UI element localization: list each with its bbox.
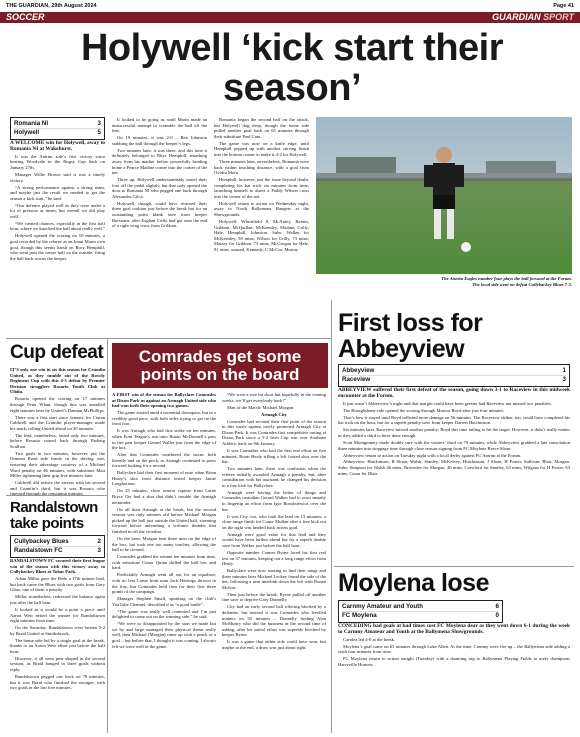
section-label-soccer: SOCCER: [6, 12, 45, 22]
article-paragraph: It looked as it would be a point a piece until Aaron Weir netted the winner for Randalstown eight minutes from time.: [10, 606, 105, 624]
divider: [334, 566, 574, 567]
main-article-col-2: [112, 117, 207, 335]
article-paragraph: A WELCOME win for Holywell, away to Romania NI at Wakehurst.: [10, 140, 105, 153]
article-paragraph: On all their Armagh at the break, but the second session was only minutes old before Michael Morgan picked up the ball just outside the United half, storming forward before unleashing a volcanic thunder that finished in off the crossbar.: [112, 506, 216, 534]
logo-guardian: GUARDIAN: [492, 12, 541, 22]
article-paragraph: “The game was really well contested and I’m just delighted to come out on the winning side,” he said.: [112, 608, 216, 620]
article-paragraph: That’s how it stayed until Boyd inflicted more damage on 56 minutes. The Raceview striker, too, could have completed his hat trick on the hour, but for a superb penalty save from keeper Darren Hutchinson.: [338, 414, 570, 426]
photo-illustration: [316, 117, 572, 274]
article-paragraph: Predictably Armagh went all out for an equaliser, with no less Larne front man Jack Hastings thrown in the fray, but Comrades held firm for their first three points of the campaign.: [112, 572, 216, 595]
guardian-sport-logo: [492, 12, 574, 23]
article-paragraph: On the Saturday, Randalstown were beaten 5-2 by Braid United at Smithsbrook.: [10, 625, 105, 636]
article-paragraph: “We created chances, especially in the first half hour, where we knocked the ball about really well.”: [10, 220, 105, 232]
team-name: Romania NI: [14, 120, 49, 127]
abbeyview-article: [338, 387, 570, 562]
article-paragraph: A FIRST win of the season for Ballyclare Comrades at Dixon Park as against an Armagh United side who had won both their opening two games.: [112, 392, 216, 409]
article-paragraph: Holywell, though, could have restored their three goal cushion just before the break but for an outstanding point blank save from keeper Bucuraru, after Eoghan Crilly had got onto the end of a right wing cross from Gribbon.: [112, 200, 207, 229]
article-paragraph: The Broughshane side opened the scoring through Marcus Boyd after just four minutes.: [343, 407, 505, 413]
article-paragraph: Adam Millar gave the Reds a 17th minute lead, but back came the Blues with two goals from Gary Glass, one of them a penalty.: [10, 576, 105, 593]
article-paragraph: The lead, nonetheless, lasted only two minutes, before Rosario roared back through Padraig Scullion.: [10, 432, 105, 449]
team-score: 3: [97, 547, 101, 554]
article-paragraph: Ballyclare had their first moment of note when Brian Healy’s shot from distance tested keeper Jamie Longbottom.: [112, 470, 216, 487]
randalstown-headline: Randalstown take points: [10, 499, 98, 532]
team-score: 3: [562, 376, 566, 383]
score-row: [342, 367, 566, 376]
article-paragraph: Manager Stephen Small, speaking on the club’s YouTube Channel, described it as “a good battle”.: [112, 596, 216, 607]
article-paragraph: Two minutes later, it was three, and this time it definitely belonged to Rhys Hemphill, smashing away from his marker before powerfully heading home a Pearce Madine corner into the corner of the net.: [112, 147, 207, 176]
article-paragraph: It was the Antrim side’s first victory since beating Woodvale in the Rugsy Cup back on January 27th.: [10, 153, 105, 170]
score-row: [14, 129, 101, 137]
article-paragraph: Randalstown pegged one back on 78 minutes, but it was Braid who finished the stronger, with two goals in the last five minutes.: [10, 674, 105, 691]
article-paragraph: Opposite number Conner Byrne faced his first real test on 37 minutes, keeping out a long range effort from Healy.: [222, 549, 326, 567]
team-score: 6: [495, 603, 499, 610]
article-paragraph: Carnlea led 4-0 at the break.: [343, 636, 396, 642]
divider: [331, 300, 332, 733]
article-paragraph: ABBEYVIEW suffered their first defeat of the season, going down 3-1 to Raceview in this midweek encounter at the Forum.: [338, 387, 570, 400]
comrades-headline: Comrades get some points on the board: [112, 343, 328, 388]
article-paragraph: Abbeyview return to action on Tuesday night with a local derby against FC Antrim at the Forum.: [343, 452, 522, 458]
article-paragraph: Scott Montgomery made doubly sure with the visitors’ third on 79 minutes, while Abbeyview grabbed a late consolation three minutes into stoppage time through close season signing from FC Moylena Reece Sloan.: [338, 439, 570, 451]
article-paragraph: After that Comrades weathered the storm, both literally and on the pitch, as Armagh continued to press forward looking for a second.: [112, 452, 216, 469]
article-paragraph: On the hour, Morgan beat three men on the edge of the box, but took one too many touches, allowing the ball to be cleared.: [112, 535, 216, 553]
team-score: 1: [562, 367, 566, 374]
score-row: [14, 120, 101, 129]
abbeyview-headline: First loss for Abbeyview: [338, 309, 483, 363]
main-headline: Holywell ‘kick start their season’: [80, 27, 504, 109]
team-name: Carnmy Amateur and Youth: [342, 603, 424, 610]
article-paragraph: Six minutes later, Raceview missed another penalty; Boyd this time failing to hit the target. However, it didn’t really matter as they added a third to have done enough.: [338, 427, 570, 438]
article-paragraph: Man of the Match: Michael Morgan.: [227, 404, 295, 410]
article-paragraph: Ballyclare were now starting to find their range and three minutes later Michael Leckey found the side of the net, following a neat interlink down the left with Ronan McIvor.: [222, 568, 326, 590]
divider: [6, 495, 107, 496]
article-paragraph: Three up, Holywell understandably eased their foot off the pedal slightly, but that only opened the door to Romania NI who pegged one back through Alexandru Gilca.: [112, 177, 207, 199]
team-score: 3: [97, 120, 101, 127]
team-name: Randalstown FC: [14, 547, 63, 554]
article-paragraph: It looked to be going in, until Marin made an unsuccessful attempt to scramble the ball off the line.: [112, 117, 207, 134]
page-number: Page 41: [553, 3, 574, 9]
article-paragraph: “Our defence played well as they were under a lot of pressure at times, but overall we did play well.: [10, 202, 105, 219]
moylena-headline: Moylena lose: [338, 569, 489, 597]
article-paragraph: Then just before the break, Byrne pulled off another fine save to deprive Gary Donnelly.: [222, 591, 326, 603]
article-paragraph: Armagh were good value for that lead and they would have been further ahead but for a superb double save from Walker just before the half hour.: [222, 531, 326, 548]
publication-date: THE GUARDIAN, 29th August 2024: [6, 3, 97, 9]
team-score: 5: [97, 129, 101, 136]
article-paragraph: City had an early second half offering blocked by a defender, but instead it was Comrades who levelled matters on 50 minutes – Donnelly finding Alan McMurtry who did the business at the second time of asking, after his initial effort was superbly blocked by keeper Byrne.: [222, 604, 326, 638]
article-paragraph: However, it all went pear shaped in the second session, as Braid banged in three goals without reply.: [10, 655, 105, 673]
article-paragraph: Two minutes later, there was confusion when the referee initially awarded Armagh a penalty, but, after consultation with his assistant, he changed his decision to a free kick for Ballyclare.: [222, 466, 326, 488]
article-paragraph: Romania began the second half on the attack, but Holywell dug deep, though the home side pulled another goal back on 65 minutes through their substitute Paul Catu.: [214, 117, 309, 139]
photo-caption: The Antrim Eagles number four plays the ball forward at the Forum. The local side went on defeat Cullybackey Blues 7-3.: [441, 276, 572, 287]
abbeyview-score-box: [338, 364, 570, 387]
article-paragraph: It was a game that either side could have won, but maybe in the end, a draw was just about right.: [222, 639, 326, 651]
team-name: Abbeyview: [342, 367, 375, 374]
team-name: Cullybackey Blues: [14, 538, 69, 545]
score-row: [342, 376, 566, 384]
divider: [6, 338, 331, 339]
article-paragraph: The home side led by a single goal at the break, thanks to an Aaron Weir effort just before the half hour.: [10, 637, 105, 654]
article-paragraph: FC Moylena return to action tonight (Tuesday) with a daunting trip to Ballymena Playing Fields to meet champions Harryville Hornets.: [338, 656, 570, 667]
article-paragraph: On 25 minutes, close season capture from Larne Bryce Orr had a shot that didn’t trouble the Armagh netminder.: [112, 488, 216, 505]
article-paragraph: It just wasn’t Abbeyview’s night and that margin could have been greater had Raceview not missed two penalties.: [343, 400, 553, 406]
article-paragraph: Caldwell did reduce the arrears with his second and Crumlin’s third, but it was Rosario who finessed through the remaining minutes.: [10, 480, 105, 497]
article-paragraph: Manager Willie Brown said it was a timely victory.: [10, 171, 105, 183]
team-name: FC Moylena: [342, 612, 377, 619]
moylena-score-box: [338, 600, 503, 623]
article-paragraph: Holywell: Wheatfield 8, McAuley, Raines, Gribbon, McQuillan, McKeenley, Madine, Crilly, Hale, Hemphill, Johnston. Subs: Wallen for McKeenley, 58 mins; Wilson for Crilly, 73 mins; Maizey for Gribbon, 73 mins; McGrogan for Hale, 91 mins; unused, Kennedy, C McCor, Murray: [214, 219, 309, 253]
article-paragraph: Rosario opened the scoring on 17 minutes through Peter Whan, though this was annulled eight minutes later by United’s Damian McPhillips.: [10, 396, 105, 413]
article-paragraph: Three minutes later, nevertheless, Romania were back within touching distance, with a goal from Ovidiu Mora.: [214, 158, 309, 176]
comrades-col-2: [222, 392, 326, 734]
cup-defeat-article: [10, 367, 105, 497]
article-paragraph: There was a first start since January for Ciaran Caldwell and the Crumlin player-manager made his mark, rolling United ahead on 30 minutes.: [10, 414, 105, 431]
main-article-col-3: [214, 117, 309, 335]
score-row: [342, 612, 499, 620]
article-paragraph: It was Comrades who had the first real effort on five minutes, Brian Healy rifling a left footed shot over the bar.: [222, 447, 326, 465]
article-paragraph: Holywell return to action on Wednesday night, away to North Ballymena Rangers at the Showgrounds.: [214, 200, 309, 218]
team-name: Raceview: [342, 376, 371, 383]
score-row: [14, 538, 101, 547]
article-paragraph: Moylena’s goal came on 65 minutes through Luke Allen. At the time, Carnmy were fire up – the Ballymena side adding a sixth four minutes from time.: [338, 643, 570, 655]
comrades-col-1: [112, 392, 216, 734]
match-photo: [316, 117, 572, 274]
article-paragraph: Comrades had secured their first point of the season in this tussle against newly promoted Armagh City at Dixon Park. It was Comrades first competitive outing at Dixon Park since a 5-2 Irish Cup win over Strabane Athletic back on 9th January.: [222, 418, 326, 446]
article-subhead: Armagh City: [261, 411, 287, 417]
divider: [107, 338, 108, 733]
article-paragraph: On 19 minutes, it was 2-0 – Ben Johnston stabbing the ball through the keeper’s legs.: [112, 135, 207, 146]
article-paragraph: “We were a wee bit short but hopefully in the coming weeks, we’ll get everybody back!”: [222, 392, 326, 403]
article-paragraph: IT’S only one win in six this season for Crumlin United, as they tumble out of the Rowdy Regiment Cup with this 4-3 defeat by Premier Division strugglers Rosario Youth Club at Ulidia.: [10, 367, 105, 395]
team-score: 0: [495, 612, 499, 619]
article-paragraph: It was City, too, who took the lead on 13 minutes; a close range finish for Conor Mullan after a free kick out on the right was headed back across goal.: [222, 513, 326, 530]
logo-sport: SPORT: [543, 12, 574, 22]
article-paragraph: RANDALSTOWN FC secured their first league win of the season with this victory away to Cullybackey Blues at Tobar Park.: [10, 558, 105, 575]
article-paragraph: Hemphill, however, put the issue beyond doubt, completing his hat trick six minutes from time, launching himself to direct a Paddy Wilson cross into the corner of the net.: [214, 177, 309, 199]
moylena-article: [338, 623, 570, 733]
article-paragraph: Holywell opened the scoring on 10 minutes, a goal recorded by the referee as an Ionut Marin own goal, though this seems harsh on Rory Hemphill, who went past the centre half on the outside, firing the ball back across the keeper.: [10, 233, 105, 261]
randalstown-score-box: [10, 535, 105, 558]
article-paragraph: Abbeyview: Hutchinson, R Sloan, Walsh, Stanley, McKelvey, Hutchinson, J Sloan, H Foster, Sullivan, Blair, Morgan. Subs: Simpson for Walsh 46 mins; Brownlee for Morgan, 40 mins; Crawford for Stanley, 63 mins; Wilgaus for H Foster, 63 mins; Caton for Blair.: [338, 459, 570, 476]
article-paragraph: The game was now on a knife edge, until Hemphill popped up with another stirring finish into the bottom corner to make it 4-2 for Holywell.: [214, 140, 309, 157]
article-paragraph: Two goals in two minutes, however, put the Ormeau Road side firmly in the driving seat, restoring their advantage courtesy of a Michael Ward penalty on 46 minutes, with substitute Matt Miller tightening their grip five minutes later.: [10, 450, 105, 479]
score-row: [342, 603, 499, 612]
randalstown-article: [10, 558, 105, 734]
article-paragraph: “We were so disappointed by the start we made but we by and large managed their physical threat really well, then Michael (Morgan) came up with a peach of a goal – but before that, I thought it was coming. I always felt we were well in the game.: [112, 621, 216, 649]
article-paragraph: Millar, nonetheless, redressed the balance again just after the half hour.: [10, 594, 105, 605]
main-score-box: [10, 117, 105, 140]
score-row: [14, 547, 101, 555]
article-paragraph: Armagh were having the better of things and Comrades custodian Gerard Walker had to react smartly to fingertip an effort from Igor Boruksiewicz over the bar.: [222, 489, 326, 512]
cup-defeat-headline: Cup defeat: [10, 342, 104, 363]
team-score: 2: [97, 538, 101, 545]
article-paragraph: CONCEDING bad goals at bad times cost FC Moylena dear as they went down 6-1 during the week to Carnmy Amateur and Youth at the Ballymena Showgrounds.: [338, 623, 570, 636]
article-paragraph: The game started amid a torrential downpour, but in a credibly good pace, with both sides trying to get on the front foot.: [112, 410, 216, 427]
article-paragraph: “A strong performance against a strong team, and maybe just the result we needed to get the season a kick start,” he said.: [10, 184, 105, 201]
team-name: Holywell: [14, 129, 40, 136]
article-paragraph: It was Armagh who had first strike on ten minutes, when Eoin Teague’s run onto Ruairi McDonnell’s pass to fire past keeper Gerard Waller just from the edge of the box.: [112, 428, 216, 451]
article-paragraph: Comrades grabbed the winner ten minutes from time, with substitute Conor Quinn drilled the ball low and hard.: [112, 554, 216, 571]
main-article-col-1: [10, 140, 105, 335]
